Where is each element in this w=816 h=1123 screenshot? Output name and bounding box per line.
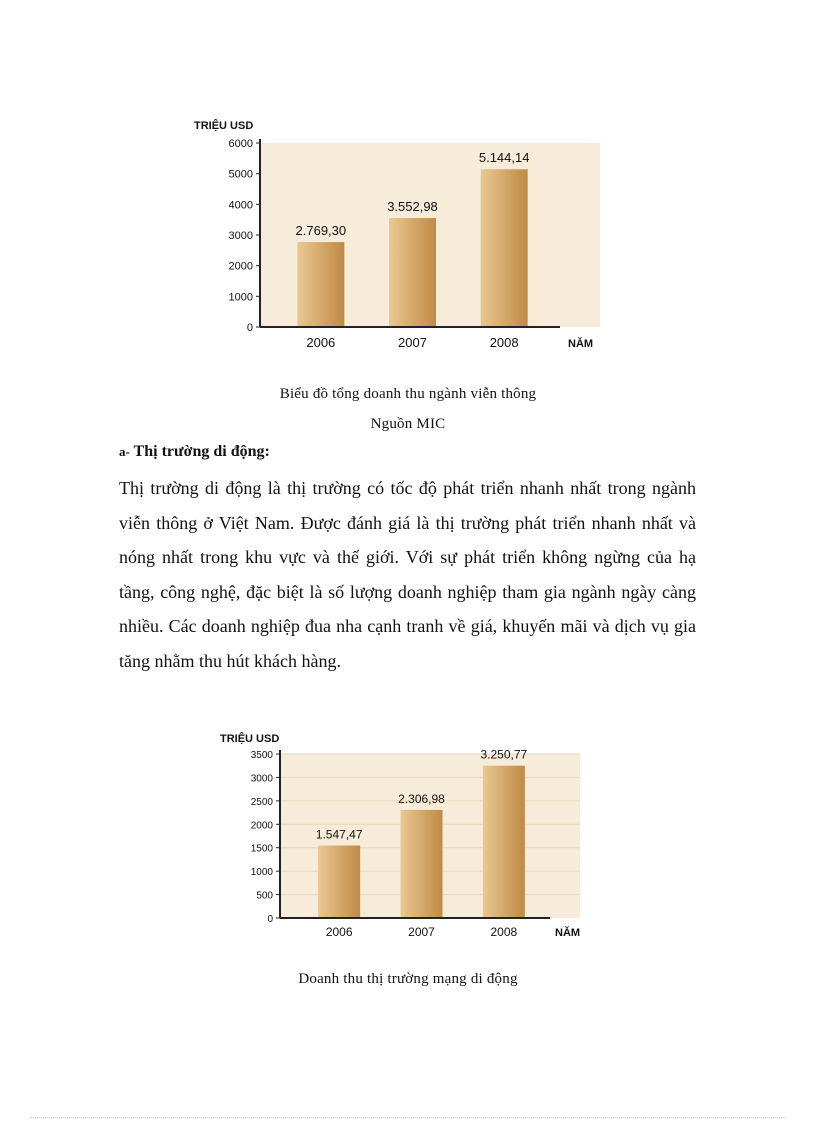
y-tick-label: 1500 [250,843,273,855]
bar-value-label: 3.250,77 [480,747,528,762]
x-tick-label: 2006 [306,335,336,350]
y-tick-label: 3000 [228,230,253,242]
x-tick-label: 2007 [398,335,427,350]
bar-2007 [389,218,436,327]
revenue-telecom-chart [180,105,620,385]
x-axis-label: NĂM [555,927,581,939]
page-footer-rule [30,1117,786,1118]
y-tick-label: 2000 [250,820,273,832]
x-tick-label: 2008 [489,335,519,350]
y-tick-label: 0 [267,914,273,925]
y-tick-label: 1000 [250,867,273,879]
revenue-telecom-chart-svg [180,105,620,385]
x-tick-label: 2006 [325,925,353,939]
chart2-caption: Doanh thu thị trường mạng di động [298,971,518,987]
y-tick-label: 2000 [228,260,253,273]
y-tick-label: 4000 [228,199,253,212]
section-heading [119,443,270,461]
mobile-revenue-chart-svg [200,715,610,950]
chart1-caption: Biểu đồ tổng doanh thu ngành viễn thông [279,386,537,402]
y-tick-label: 2500 [250,796,273,808]
section-heading-text: Thị trường di động: [129,443,270,460]
section-paragraph: Thị trường di động là thị trường có tốc độ phát triển nhanh nhất trong ngành viễn thông ở Việt Nam. Được đánh giá là thị trường phát triển nhanh nhất và nóng nhất trong khu vực và thế giới. Với sự phát triển không ngừng của hạ tầng, công nghệ, đặc biệt là số lượng doanh nghiệp tham gia ngành ngày càng nhiều. Các doanh nghiệp đua nha cạnh tranh về giá, khuyến mãi và dịch vụ gia tăng nhằm thu hút khách hàng. [119,478,696,671]
y-tick-label: 0 [246,322,253,334]
bar-2006 [318,845,360,918]
bar-2006 [297,242,344,327]
y-tick-label: 5000 [228,168,253,181]
y-tick-label: 3000 [250,773,273,785]
y-axis-label: TRIỆU USD [194,120,254,132]
section-prefix: a- [119,444,130,459]
bar-value-label: 2.306,98 [398,791,445,806]
bar-value-label: 5.144,14 [478,150,530,166]
y-tick-label: 3500 [250,750,273,761]
x-axis-label: NĂM [568,338,594,350]
bar-value-label: 1.547,47 [315,827,363,842]
bar-value-label: 2.769,30 [295,223,347,239]
bar-2008 [483,766,525,918]
chart1-source: Nguồn MIC [370,416,446,432]
y-tick-label: 500 [256,890,273,902]
bar-value-label: 3.552,98 [387,199,438,215]
y-tick-label: 1000 [228,291,253,304]
y-axis-label: TRIỆU USD [220,733,280,745]
bar-2007 [401,810,443,918]
y-tick-label: 6000 [228,138,253,150]
x-tick-label: 2007 [408,925,435,939]
bar-2008 [481,169,528,327]
mobile-revenue-chart [200,715,610,950]
x-tick-label: 2008 [490,925,518,939]
